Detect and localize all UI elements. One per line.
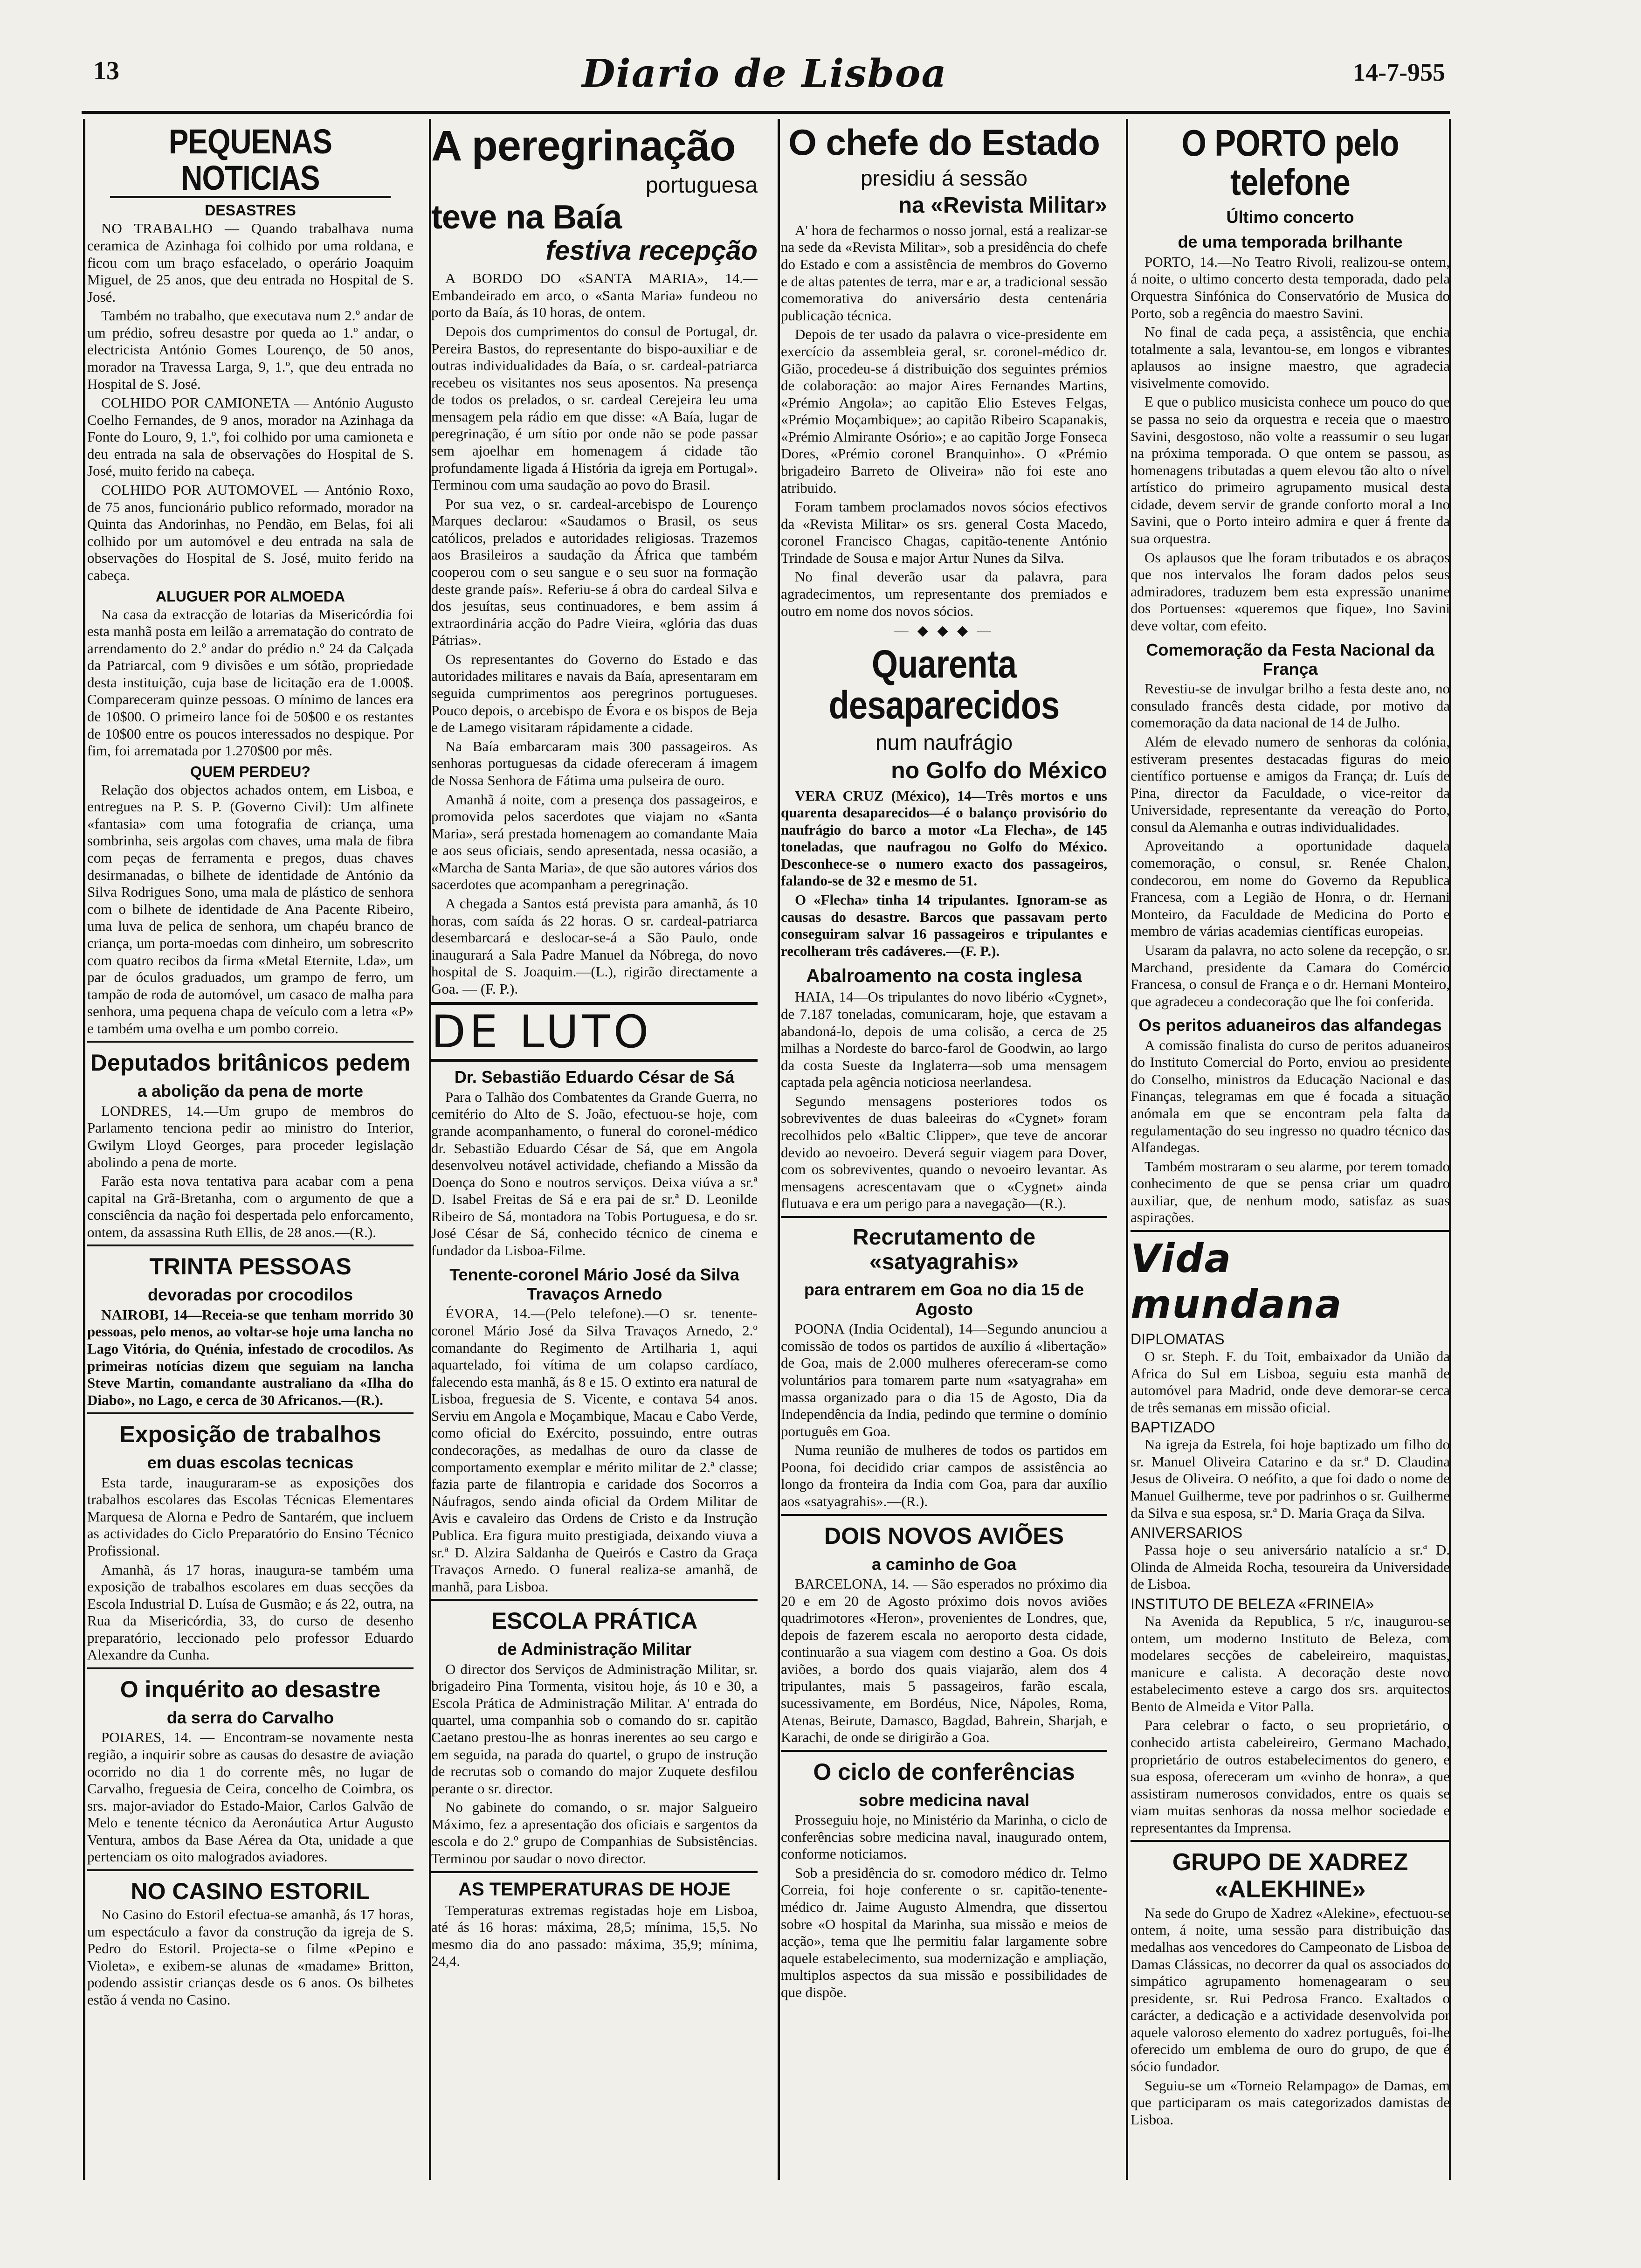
article-subhead: presidiu á sessão xyxy=(861,166,1027,190)
article-headline: DOIS NOVOS AVIÕES xyxy=(824,1522,1064,1549)
article-paragraph: Também no trabalho, que executava num 2.º andar de um prédio, sofreu desastre por queda ao 1.º andar, o electricista António Gomes Lourenço, de 50 anos, morador na Travessa Larga, 9, 1.º, que deu entrada no Hospital de S. José. xyxy=(87,307,414,392)
article-headline: O chefe do Estado xyxy=(788,122,1100,163)
article-paragraph: NO TRABALHO — Quando trabalhava numa ceramica de Azinhaga foi colhido por uma roldana, e ficou com um braço esfacelado, o operário Joaquim Miguel, de 25 anos, que deu entrada no Hospital de S. José. xyxy=(87,220,414,305)
article-subhead: da serra do Carvalho xyxy=(166,1708,334,1728)
separator: — ◆ ◆ ◆ — xyxy=(894,623,994,639)
divider xyxy=(781,1750,1107,1752)
article-paragraph: PORTO, 14.—No Teatro Rivoli, realizou-se ontem, á noite, o ultimo concerto desta temporada, dado pela Orquestra Sinfónica do Conservatório de Musica do Porto, sob a regência do maestro Savini. xyxy=(1131,253,1450,321)
page-columns xyxy=(82,119,1450,2180)
masthead-rule xyxy=(82,111,1450,114)
divider xyxy=(87,1869,414,1871)
article-subhead: na «Revista Militar» xyxy=(898,193,1107,218)
column-3 xyxy=(781,119,1107,2180)
obituary-title: Tenente-coronel Mário José da Silva Travaços Arnedo xyxy=(449,1265,739,1304)
issue-date: 14-7-955 xyxy=(1353,58,1445,86)
article-paragraph: Na sede do Grupo de Xadrez «Alekine», efectuou-se ontem, á noite, uma sessão para distribuição das medalhas aos vencedores do Campeonato de Lisboa de Damas Clássicas, no decorrer da qual os associados do simpático agrupamento homenagearam o seu presidente, sr. Rui Pedrosa Franco. Exaltados o carácter, a dedicação e a actividade desenvolvida por aquele valoroso elemento do xadrez português, foi-lhe oferecido um emblema de ouro do grupo, de que é sócio fundador. xyxy=(1131,1904,1450,2075)
article-subhead: portuguesa xyxy=(645,173,758,198)
article-subhead: festiva recepção xyxy=(545,235,758,266)
article-headline: Exposição de trabalhos xyxy=(119,1421,381,1448)
article-paragraph: Os aplausos que lhe foram tributados e os abraços que nos intervalos lhe foram dados pelos seus admiradores, traduzem bem esta expressão unanime dos Portuenses: «queremos que fique», Ino Savini deve voltar, com efeito. xyxy=(1131,549,1450,634)
article-paragraph: VERA CRUZ (México), 14—Três mortos e uns quarenta desaparecidos—é o balanço provisório do naufrágio do barco a motor «La Flecha», de 145 toneladas, que naufragou no Golfo do México. Desconhece-se o numero exacto dos passageiros, falando-se de 32 e mesmo de 51. xyxy=(781,787,1107,889)
section-label: DIPLOMATAS xyxy=(1131,1331,1225,1348)
article-paragraph: Aproveitando a oportunidade daquela comemoração, o consul, sr. Renée Chalon, condecorou, em nome do Governo da Republica Francesa, com a Legião de Honra, o dr. Hernani Monteiro, da Faculdade de Medicina do Porto e membro de várias academias científicas europeias. xyxy=(1131,837,1450,940)
vida-mundana-heading: Vida mundana xyxy=(1131,1236,1343,1328)
article-subhead: no Golfo do México xyxy=(891,757,1107,783)
section-label: ANIVERSARIOS xyxy=(1131,1524,1243,1542)
page-number: 13 xyxy=(93,56,119,85)
article-headline: A peregrinação xyxy=(431,122,736,170)
divider xyxy=(87,1041,414,1043)
article-headline: O PORTO pelo telefone xyxy=(1181,122,1399,203)
article-paragraph: Segundo mensagens posteriores todos os sobreviventes de duas baleeiras do «Cygnet» foram recolhidos pelo «Baltic Clipper», que teve de ancorar devido ao nevoeiro. Deverá seguir viagem para Dover, com os sobreviventes, quando o nevoeiro levantar. As mensagens acrescentavam que o «Cygnet» ainda flutuava e era um perigo para a navegação—(R.). xyxy=(781,1093,1107,1212)
article-headline: Recrutamento de «satyagrahis» xyxy=(852,1224,1036,1274)
article-headline: GRUPO DE XADREZ «ALEKHINE» xyxy=(1172,1849,1408,1903)
article-paragraph: Na Baía embarcaram mais 300 passageiros. As senhoras portuguesas da cidade ofereceram á imagem de Nossa Senhora de Fátima uma pulseira de ouro. xyxy=(431,738,758,788)
article-paragraph: No final de cada peça, a assistência, que enchia totalmente a sala, levantou-se, em longos e vibrantes aplausos ao insigne maestro, que agradecia visivelmente comovido. xyxy=(1131,324,1450,391)
article-paragraph: O sr. Steph. F. du Toit, embaixador da União da Africa do Sul em Lisboa, seguiu esta manhã de automóvel para Madrid, onde deve demorar-se cerca de três semanas em missão oficial. xyxy=(1131,1348,1450,1416)
article-subhead: a caminho de Goa xyxy=(871,1554,1017,1574)
divider xyxy=(87,1412,414,1414)
article-paragraph: Além de elevado numero de senhoras da colónia, estiveram presentes destacadas figuras do meio científico portuense e amigos da França; dr. Luís de Pina, director da Faculdade, o vice-reitor da Universidade, representante da vereação do Porto, consul da Alemanha e outras individualidades. xyxy=(1131,733,1450,835)
divider xyxy=(781,1216,1107,1218)
section-label: BAPTIZADO xyxy=(1131,1419,1215,1436)
article-paragraph: Depois dos cumprimentos do consul de Portugal, dr. Pereira Bastos, do representante do bispo-auxiliar e de outras individualidades da Baía, o sr. cardeal-patriarca recebeu os visitantes nos seus aposentos. Na presença de todos os prelados, o sr. cardeal Cerejeira leu uma mensagem pela rádio em que disse: «A Baía, lugar de peregrinação, é um sítio por onde não se pode passar sem ajoelhar em homenagem á cidade tão profundamente ligada á História da igreja em Portugal». Terminou com uma saudação ao povo do Brasil. xyxy=(431,323,758,493)
article-subhead: Último concerto xyxy=(1226,207,1354,227)
column-2 xyxy=(431,119,758,2180)
article-paragraph: Na igreja da Estrela, foi hoje baptizado um filho do sr. Manuel Oliveira Catarino e da sr.ª D. Claudina Jesus de Oliveira. O neófito, a que foi dado o nome de Manuel Guilherme, teve por padrinhos o sr. Guilherme da Silva e sua esposa, sr.ª D. Maria Graça da Silva. xyxy=(1131,1436,1450,1521)
article-headline: ESCOLA PRÁTICA xyxy=(491,1608,698,1634)
article-paragraph: Prosseguiu hoje, no Ministério da Marinha, o ciclo de conferências sobre medicina naval, inaugurado ontem, conforme noticiamos. xyxy=(781,1812,1107,1862)
article-subhead: para entrarem em Goa no dia 15 de Agosto xyxy=(804,1280,1084,1319)
obituary-title: Dr. Sebastião Eduardo César de Sá xyxy=(454,1067,735,1087)
column-1 xyxy=(87,119,414,2180)
article-subhead: em duas escolas tecnicas xyxy=(147,1453,354,1473)
article-paragraph: Para celebrar o facto, o seu proprietário, o conhecido artista cabeleireiro, Germano Machado, proprietário de outros estabelecimentos do genero, e sua esposa, ofereceram um «vinho de honra», a que assistiram numerosos convidados, entre os quais se viam muitas senhoras da nossa melhor sociedade e representantes da Imprensa. xyxy=(1131,1717,1450,1836)
article-paragraph: A comissão finalista do curso de peritos aduaneiros do Instituto Comercial do Porto, enviou ao presidente do Conselho, ministros da Educação Nacional e das Finanças, telegramas em que é focada a situação anómala em que se encontram pela falta da regulamentação do seu ingresso no quadro técnico das Alfandegas. xyxy=(1131,1037,1450,1156)
article-paragraph: Relação dos objectos achados ontem, em Lisboa, e entregues na P. S. P. (Governo Civil): Um alfinete «fantasia» com uma fotografia de criança, uma sombrinha, seis argolas com chaves, uma mala de fibra com peças de ferramenta e pregos, duas chaves desirmanadas, o bilhete de identidade de António da Silva Rodrigues Sono, uma mala de plástico de senhora com o bilhete de identidade de Ana Pacente Ribeiro, uma luva de pelica de senhora, um chapéu branco de criança, um porta-moedas com dinheiro, um sobrescrito com quatro recibos da firma «Metal Eternite, Lda», um par de óculos graduados, um grampo de ferro, um tampão de roda de automóvel, um casaco de malha para senhora, uma pequena chapa de veículo com a letra «P» e também uma ovelha e um pombo correio. xyxy=(87,781,414,1037)
article-paragraph: BARCELONA, 14. — São esperados no próximo dia 20 e em 20 de Agosto próximo dois novos aviões quadrimotores «Heron», provenientes de Londres, que, depois de fazerem escala no aeroporto desta cidade, continuarão a sua viagem com destino a Goa. Os dois aviões, a bordo dos quais viajarão, alem dos 4 tripulantes, mais 5 passageiros, farão escala, sucessivamente, em Bordéus, Nice, Nápoles, Roma, Atenas, Beirute, Damasco, Bagdad, Bahrein, Sharjah, e Karachi, de onde se dirigirão a Goa. xyxy=(781,1575,1107,1746)
article-paragraph: Farão esta nova tentativa para acabar com a pena capital na Grã-Bretanha, com o argumento de que a consciência da nação foi despertada pelo enforcamento, ontem, da assassina Ruth Ellis, de 28 anos.—(R.). xyxy=(87,1173,414,1240)
de-luto-heading: DE LUTO xyxy=(431,1002,758,1062)
article-subhead: devoradas por crocodilos xyxy=(147,1285,353,1305)
article-paragraph: O «Flecha» tinha 14 tripulantes. Ignoram-se as causas do desastre. Barcos que passavam perto conseguiram salvar 16 passageiros e tripulantes e recolheram três cadáveres.—(F. P.). xyxy=(781,892,1107,959)
article-headline: AS TEMPERATURAS DE HOJE xyxy=(458,1879,731,1900)
column-4 xyxy=(1131,119,1450,2180)
divider xyxy=(431,1599,758,1601)
article-headline: Abalroamento na costa inglesa xyxy=(806,966,1082,987)
article-subhead: de uma temporada brilhante xyxy=(1178,232,1403,252)
article-headline: TRINTA PESSOAS xyxy=(149,1253,352,1280)
pequenas-noticias-heading: PEQUENAS NOTICIAS xyxy=(110,124,391,198)
section-title: DESASTRES xyxy=(205,202,296,219)
article-paragraph: Na Avenida da Republica, 5 r/c, inaugurou-se ontem, um moderno Instituto de Beleza, com modelares secções de cabeleireiro, maquistas, manicure e calista. A decoração deste novo estabelecimento esteve a cargo dos srs. arquitectos Bento de Almeida e Vitor Palla. xyxy=(1131,1612,1450,1715)
masthead xyxy=(84,51,1445,107)
article-paragraph: Foram tambem proclamados novos sócios efectivos da «Revista Militar» os srs. general Costa Macedo, coronel Francisco Chagas, capitão-tenente António Trindade de Sousa e major Artur Nunes da Silva. xyxy=(781,498,1107,566)
article-paragraph: COLHIDO POR AUTOMOVEL — António Roxo, de 75 anos, funcionário publico reformado, morador na Quinta das Andorinhas, no Pendão, em Belas, foi ali colhido por um automóvel e deu entrada na sala de observações do Hospital de S. José, muito ferido na cabeça. xyxy=(87,482,414,583)
article-paragraph: Temperaturas extremas registadas hoje em Lisboa, até ás 16 horas: máxima, 28,5; mínima, 15,5. No mesmo dia do ano passado: máxima, 35,9; mínima, 24,4. xyxy=(431,1902,758,1970)
article-headline: Os peritos aduaneiros das alfandegas xyxy=(1138,1016,1442,1035)
article-subhead: a abolição da pena de morte xyxy=(137,1081,364,1101)
article-headline: O ciclo de conferências xyxy=(813,1758,1075,1785)
newspaper-title: Diario de Lisboa xyxy=(582,51,947,96)
divider xyxy=(1131,1230,1450,1232)
article-paragraph: Numa reunião de mulheres de todos os partidos em Poona, foi decidido criar campos de assistência ao longo da fronteira da India com Goa, para dar auxílio aos «satyagrahis».—(R.). xyxy=(781,1442,1107,1510)
article-paragraph: Revestiu-se de invulgar brilho a festa deste ano, no consulado francês desta cidade, por motivo da comemoração da data nacional de 14 de Julho. xyxy=(1131,680,1450,731)
section-label: INSTITUTO DE BELEZA «FRINEIA» xyxy=(1131,1595,1374,1612)
article-paragraph: LONDRES, 14.—Um grupo de membros do Parlamento tenciona pedir ao ministro do Interior, Gwilym Lloyd Georges, para proceder legislação abolindo a pena de morte. xyxy=(87,1102,414,1170)
article-paragraph: Sob a presidência do sr. comodoro médico dr. Telmo Correia, foi hoje conferente o sr. capitão-tenente-médico dr. Jaime Augusto Almendra, que dissertou sobre «O hospital da Marinha, sua missão e meios de acção», tema que lhe permitiu falar largamente sobre aquele estabelecimento, sua modernização e ampliação, multiplos aspectos da sua missão e possibilidades de que dispõe. xyxy=(781,1864,1107,2000)
article-paragraph: Usaram da palavra, no acto solene da recepção, o sr. Marchand, presidente da Camara do Comércio Francesa, o consul de França e o dr. Hernani Monteiro, que agradeceu a condecoração que lhe foi conferida. xyxy=(1131,941,1450,1010)
article-headline: O inquérito ao desastre xyxy=(120,1676,381,1703)
article-paragraph: Esta tarde, inauguraram-se as exposições dos trabalhos escolares das Escolas Técnicas Elementares Marquesa de Alorna e Pedro de Santarém, que incluem as actividades do Ciclo Preparatório do Ensino Técnico Profissional. xyxy=(87,1474,414,1559)
article-paragraph: Passa hoje o seu aniversário natalício a sr.ª D. Olinda de Almeida Rocha, tesoureira da Universidade de Lisboa. xyxy=(1131,1542,1450,1592)
article-subhead: num naufrágio xyxy=(875,730,1013,754)
article-paragraph: Seguiu-se um «Torneio Relampago» de Damas, em que participaram os mais categorizados damistas de Lisboa. xyxy=(1131,2077,1450,2128)
article-paragraph: NAIROBI, 14—Receia-se que tenham morrido 30 pessoas, pelo menos, ao voltar-se hoje uma lancha no Lago Vitória, do Quénia, infestado de crocodilos. As primeiras notícias dizem que seguiam na lancha Steve Martin, comandante australiano da «Ilha do Diabo», no Lago, e cerca de 30 Africanos.—(R.). xyxy=(87,1306,414,1408)
article-headline: Quarenta desaparecidos xyxy=(828,642,1060,727)
article-paragraph: O director dos Serviços de Administração Militar, sr. brigadeiro Pina Tormenta, visitou hoje, ás 10 e 30, a Escola Prática de Administração Militar. A' entrada do quartel, uma companhia sob o comando do sr. capitão Caetano prestou-lhe as honras inerentes ao seu cargo e em seguida, na parada do quartel, o grupo de instrução de recrutas sob o comando do major Zuquete desfilou perante o sr. director. xyxy=(431,1660,758,1797)
article-paragraph: Os representantes do Governo do Estado e das autoridades militares e navais da Baía, apresentaram em seguida cumprimentos aos peregrinos portugueses. Pouco depois, o arcebispo de Évora e os bispos de Beja e de Lamego visitaram rápidamente a cidade. xyxy=(431,650,758,736)
article-paragraph: COLHIDO POR CAMIONETA — António Augusto Coelho Fernandes, de 9 anos, morador na Azinhaga da Fonte do Louro, 9, 1.º, foi colhido por uma camioneta e deu entrada na sala de observações do Hospital de S. José, muito ferido na cabeça. xyxy=(87,394,414,479)
article-subhead: de Administração Militar xyxy=(497,1639,692,1659)
article-paragraph: No final deverão usar da palavra, para agradecimentos, um representante dos premiados e outro em nome dos novos sócios. xyxy=(781,568,1107,619)
article-paragraph: Para o Talhão dos Combatentes da Grande Guerra, no cemitério do Alto de S. João, efectuou-se hoje, com grande acompanhamento, o funeral do coronel-médico dr. Sebastião Eduardo César de Sá, que em Angola desenvolveu notável actividade, chefiando a Missão da Doença do Sono e noutros serviços. Deixa viúva a sr.ª D. Isabel Freitas de Sá e era pai de sr.ª D. Leonilde Ribeiro de Sá, montadora na Tobis Portuguesa, e do sr. José César de Sá, conhecido técnico de cinema e fundador da Lisboa-Filme. xyxy=(431,1088,758,1259)
section-title: QUEM PERDEU? xyxy=(190,763,310,780)
section-title: ALUGUER POR ALMOEDA xyxy=(156,588,345,605)
divider xyxy=(87,1667,414,1669)
article-headline: Comemoração da Festa Nacional da França xyxy=(1146,640,1434,678)
divider xyxy=(781,1514,1107,1516)
divider xyxy=(87,1245,414,1246)
article-headline: NO CASINO ESTORIL xyxy=(131,1878,370,1905)
article-paragraph: Amanhã á noite, com a presença dos passageiros, e promovida pelos sacerdotes que viajam no «Santa Maria», será prestada homenagem ao comandante Maia e aos seus oficiais, sendo apresentada, nessa ocasião, a «Marcha de Santa Maria», de que são autores vários dos sacerdotes que acompanham a peregrinação. xyxy=(431,791,758,893)
article-paragraph: Na casa da extracção de lotarias da Misericórdia foi esta manhã posta em leilão a arrematação do contrato de arrendamento do 2.º andar do prédio n.º 24 da Calçada da Patriarcal, com 9 divisões e um sótão, propriedade desta instituição, cuja base de licitação era de 1.000$. Compareceram quinze pessoas. O mínimo de lances era de 10$00. O primeiro lance foi de 50$00 e os restantes de 10$00 entre os poucos interessados no despique. Por fim, foi arrematada por 1.270$00 por mês. xyxy=(87,606,414,759)
article-paragraph: A' hora de fecharmos o nosso jornal, está a realizar-se na sede da «Revista Militar», sob a presidência do chefe do Estado e com a assistência de membros do Governo e de altas patentes de terra, mar e ar, a tradicional sessão comemorativa do aniversário desta centenária publicação técnica. xyxy=(781,221,1107,324)
article-paragraph: No Casino do Estoril efectua-se amanhã, ás 17 horas, um espectáculo a favor da construção da igreja de S. Pedro do Estoril. Projecta-se o filme «Pepino e Violeta», e exibem-se alunas de «madame» Britton, podendo assistir crianças desde os 6 anos. Os bilhetes estão á venda no Casino. xyxy=(87,1906,414,2008)
article-paragraph: E que o publico musicista conhece um pouco do que se passa no seio da orquestra e receia que o maestro Savini, desgostoso, não volte a reassumir o seu lugar na próxima temporada. O que ontem se passou, as homenagens tributadas a quem elevou tão alto o nível artístico do primeiro agrupamento musical desta cidade, devem servir de grande conforto moral a Ino Savini, que o Porto inteiro admira e quer á frente da sua orquestra. xyxy=(1131,394,1450,547)
divider xyxy=(1131,1840,1450,1842)
article-paragraph: ÉVORA, 14.—(Pelo telefone).—O sr. tenente-coronel Mário José da Silva Travaços Arnedo, 2.º comandante do Regimento de Artilharia 1, aqui aquartelado, foi vítima de um colapso cardíaco, falecendo esta manhã, ás 8 e 15. O extinto era natural de Lisboa, freguesia de S. Vicente, e contava 54 anos. Serviu em Angola e Moçambique, Macau e Cabo Verde, como oficial do Exército, possuindo, entre outras condecorações, as medalhas de ouro da classe de comportamento exemplar e mérito militar de 2.ª classe; fazia parte de filantropia e caridade dos Socorros a Náufragos, sendo ainda oficial da Ordem Militar de Avis e cavaleiro das Ordens de Cristo e da Instrução Publica. Era figura muito prestigiada, deixando viuva a sr.ª D. Alzira Saldanha de Queirós e Castro da Graça Travaços Arnedo. O funeral realiza-se amanhã, de manhã, para Lisboa. xyxy=(431,1305,758,1595)
article-paragraph: A chegada a Santos está prevista para amanhã, ás 10 horas, com saída ás 22 horas. O sr. cardeal-patriarca desembarcará e deslocar-se-á a São Paulo, onde inaugurará a Sala Padre Manuel da Nóbrega, do novo hospital de S. Joaquim.—(L.), rigirão directamente a Goa. — (F. P.). xyxy=(431,895,758,997)
article-paragraph: Depois de ter usado da palavra o vice-presidente em exercício da assembleia geral, sr. coronel-médico dr. Gião, procedeu-se á distribuição dos seguintes prémios de colaboração: ao major Aires Fernandes Martins, «Prémio Angola»; ao capitão Elio Esteves Felgas, «Prémio Moçambique»; ao capitão Ribeiro Scapanakis, «Prémio Almirante Osório»; e ao capitão Jorge Fonseca Dores, «Prémio coronel Branquinho». O «Prémio brigadeiro Barreto de Oliveira» não foi este ano atribuido. xyxy=(781,326,1107,496)
article-subhead: teve na Baía xyxy=(431,198,622,236)
article-headline: Deputados britânicos pedem xyxy=(90,1050,411,1076)
article-paragraph: A BORDO DO «SANTA MARIA», 14.—Embandeirado em arco, o «Santa Maria» fundeou no porto da Baía, ás 10 horas, de ontem. xyxy=(431,270,758,321)
article-paragraph: POONA (India Ocidental), 14—Segundo anunciou a comissão de todos os partidos de auxílio á «libertação» de Goa, mais de 2.000 mulheres ofereceram-se como voluntários para tomarem parte num «satyagraha» em massa organizado para o dia 15 de Agosto, Dia da Independência da India, pedindo que termine o domínio português em Goa. xyxy=(781,1321,1107,1439)
article-paragraph: Amanhã, ás 17 horas, inaugura-se também uma exposição de trabalhos escolares em duas secções da Escola Industrial D. Luísa de Gusmão; e ás 22, outra, na Rua da Misericórdia, 33, do curso de desenho preparatório, leccionado pelo professor Eduardo Alexandre da Cunha. xyxy=(87,1561,414,1663)
article-paragraph: POIARES, 14. — Encontram-se novamente nesta região, a inquirir sobre as causas do desastre de aviação ocorrido no dia 1 do corrente mês, no lugar de Carvalho, freguesia de Ceira, concelho de Coimbra, os srs. major-aviador do Estado-Maior, Carlos Galvão de Melo e tenente técnico da Aeronáutica Artur Augusto Ventura, ambos da Base Aérea da Ota, unidade a que pertenciam os oito malogrados aviadores. xyxy=(87,1729,414,1865)
article-paragraph: No gabinete do comando, o sr. major Salgueiro Máximo, fez a apresentação dos oficiais e sargentos da escola e do 2.º grupo de Companhias de Subsistências. Terminou por saudar o novo director. xyxy=(431,1799,758,1867)
article-paragraph: Por sua vez, o sr. cardeal-arcebispo de Lourenço Marques declarou: «Saudamos o Brasil, os seus católicos, prelados e autoridades religiosas. Trazemos aos Brasileiros a saudação da África que também cooperou com o seu sangue e o seu suor na formação deste grande país». Referiu-se á obra do cardeal Silva e dos jesuítas, seus continuadores, e bem assim á extraordinária acção do Padre Vieira, «glória das duas Pátrias». xyxy=(431,495,758,649)
article-paragraph: Também mostraram o seu alarme, por terem tomado conhecimento de que se pensa criar um quadro auxiliar, que, de nenhum modo, satisfaz as suas aspirações. xyxy=(1131,1158,1450,1226)
divider xyxy=(431,1871,758,1873)
article-paragraph: HAIA, 14—Os tripulantes do novo libério «Cygnet», de 7.187 toneladas, comunicaram, hoje, que estavam a abandoná-lo, depois de uma colisão, a cerca de 25 milhas a Nordeste do barco-farol de Goodwin, ao largo da costa Sueste da Inglaterra—sob uma mensagem captada pela agência noticiosa neerlandesa. xyxy=(781,989,1107,1091)
article-subhead: sobre medicina naval xyxy=(858,1790,1030,1810)
